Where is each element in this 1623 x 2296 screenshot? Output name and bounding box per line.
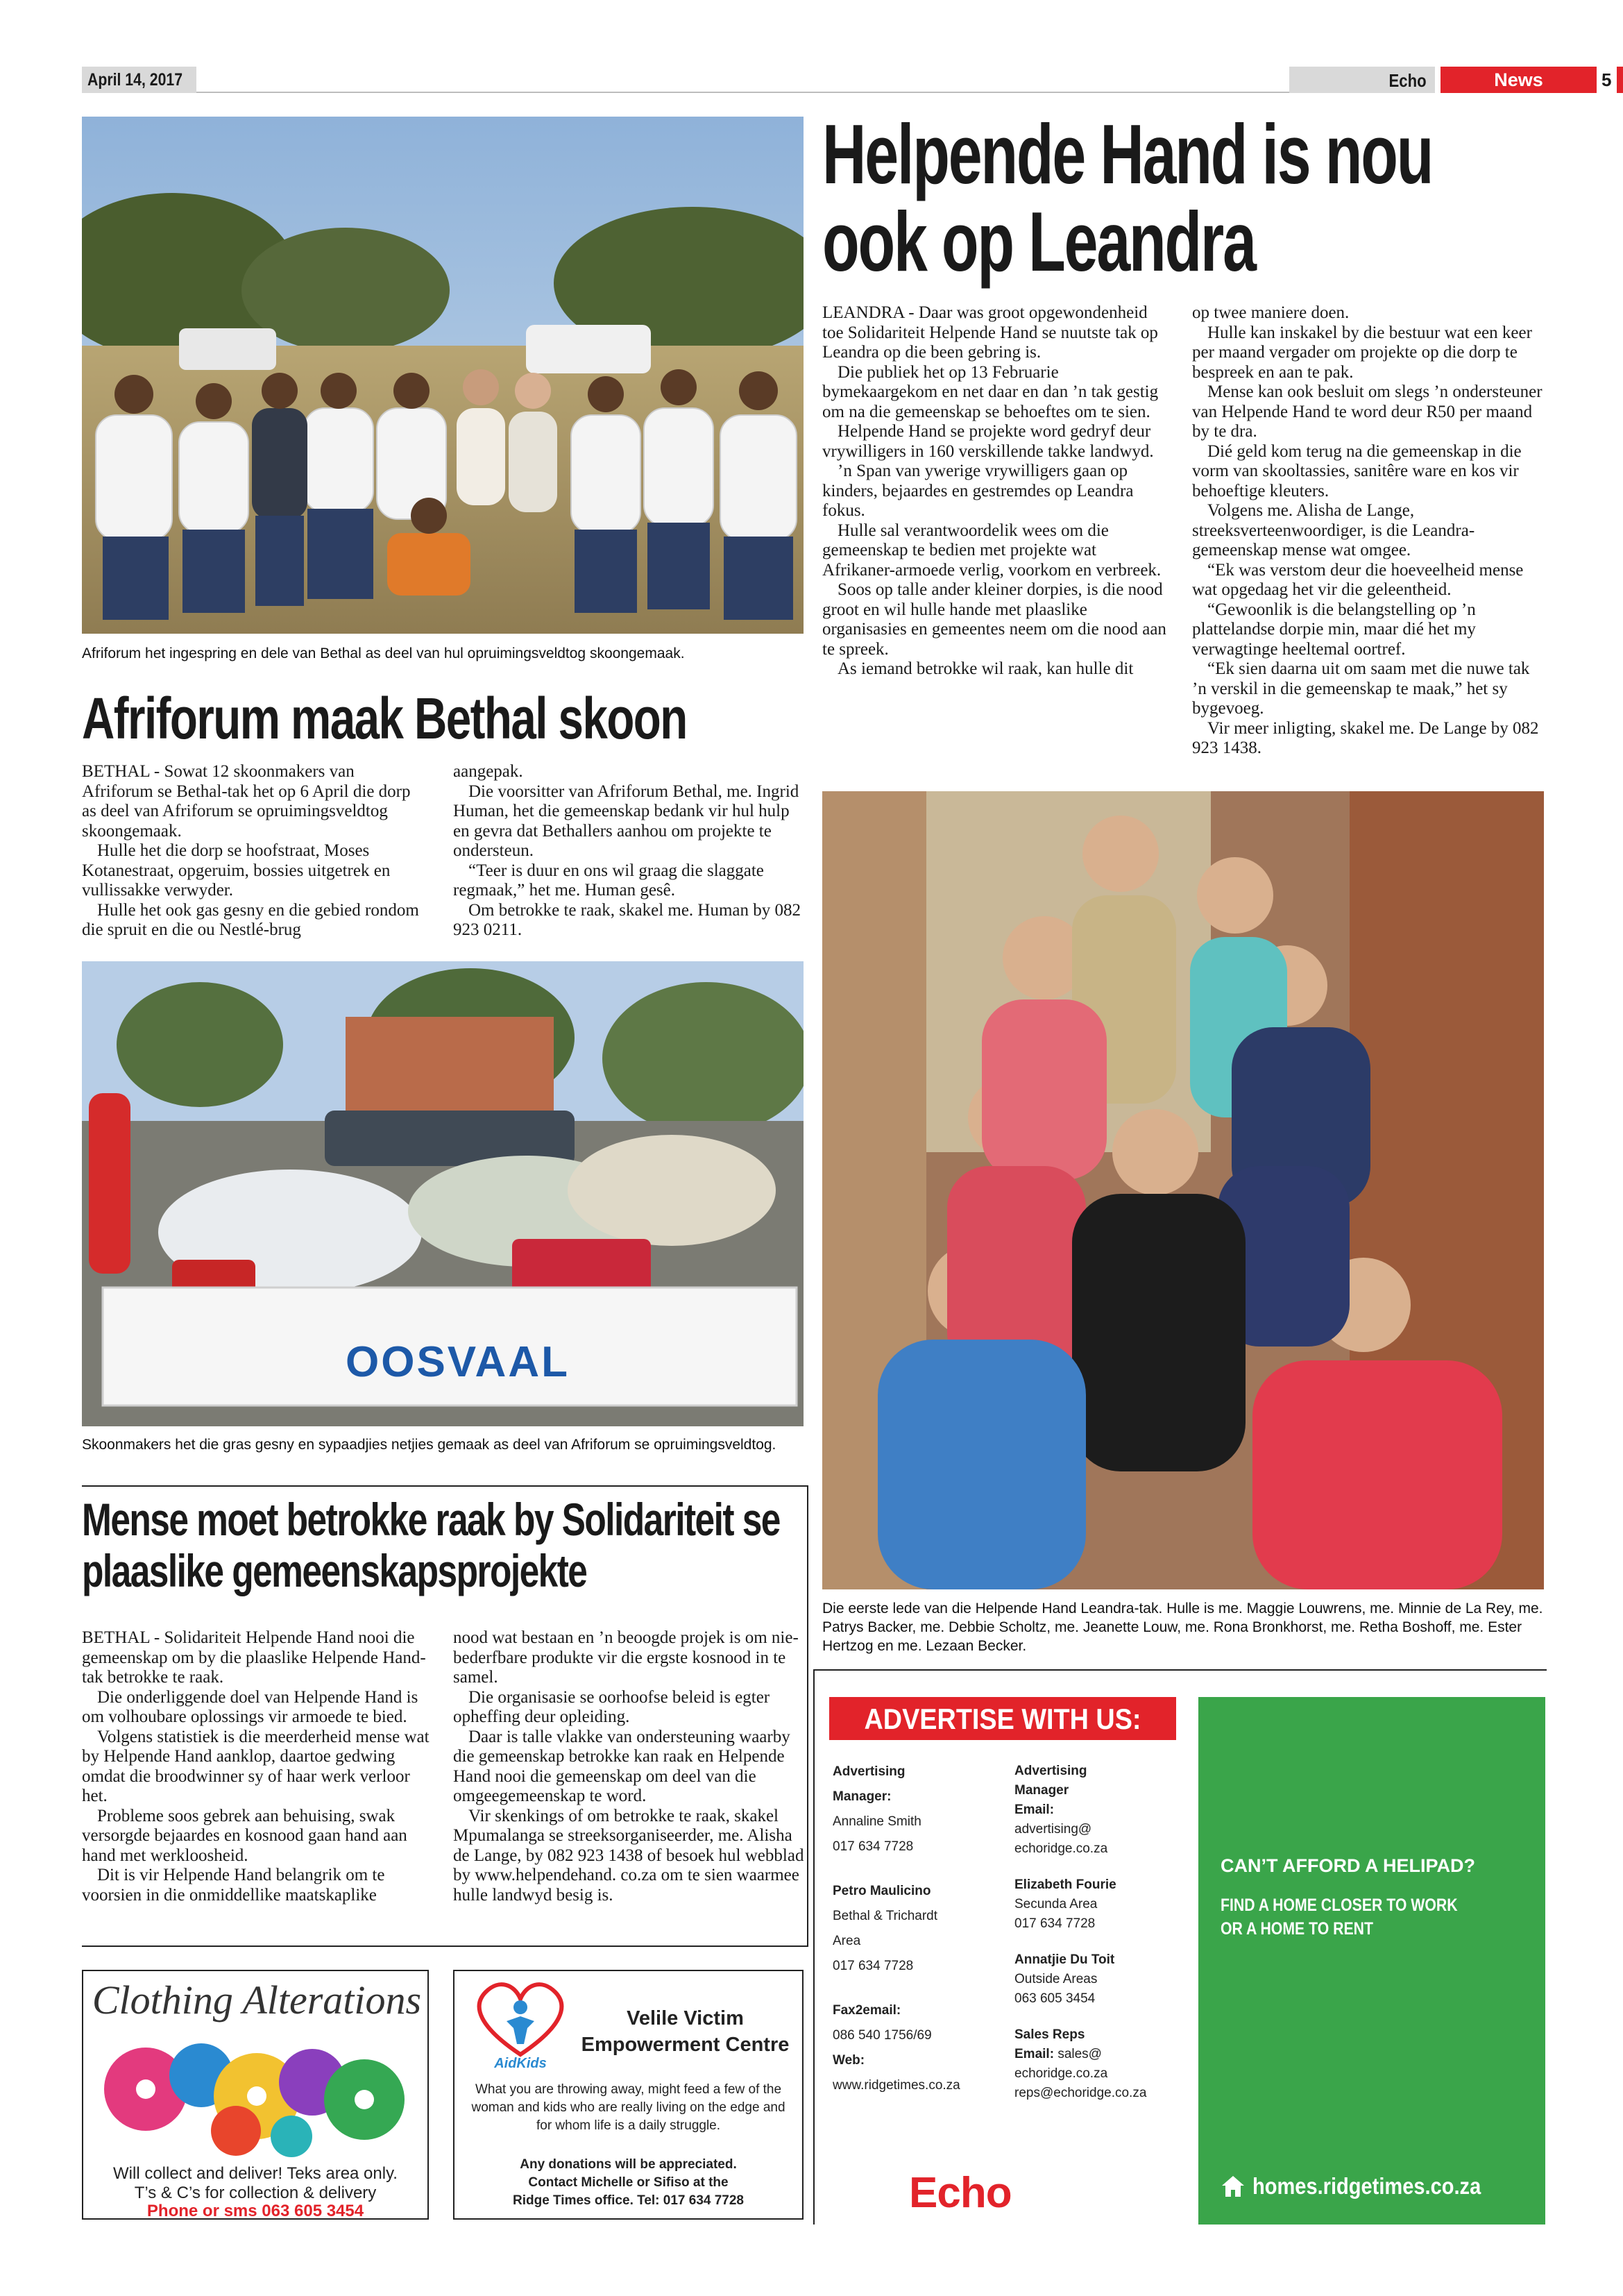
article3-col1-p7: As iemand betrokke wil raak, kan hulle dit	[838, 659, 1134, 678]
velile-cta-2: Contact Michelle or Sifiso at the	[528, 2175, 729, 2190]
adv-right-r7: Secunda Area	[1014, 1897, 1098, 1911]
article3-col2	[1192, 303, 1545, 759]
headline-solidariteit-line2: plaaslike gemeenskapsprojekte	[82, 1545, 587, 1596]
article2-col2-p3: Daar is talle vlakke van ondersteuning waarby die gemeenskap betrokke kan raak en Helpende Hand nooi die gemeenskap om deel van die omgeegemeenskap te word.	[453, 1727, 790, 1805]
divider-advertise-left	[813, 1669, 815, 2225]
adv-right-r1: Advertising	[1014, 1764, 1087, 1778]
homes-line1: FIND A HOME CLOSER TO WORK	[1221, 1896, 1458, 1915]
article2-col1-p1: BETHAL - Solidariteit Helpende Hand nooi die gemeenskap om by die plaaslike Helpende Hand-tak betrokke te raak.	[82, 1628, 426, 1687]
article2-col1-p5: Dit is vir Helpende Hand belangrik om te voorsien in die onmiddellike maatskaplike	[82, 1866, 385, 1905]
section-label: News	[1494, 69, 1543, 90]
adv-right-r4[interactable]: advertising@	[1014, 1822, 1092, 1837]
page-number: 5	[1601, 69, 1612, 90]
article3-col2-p9: Vir meer inligting, skakel me. De Lange by 082 923 1438.	[1192, 718, 1539, 757]
ad-velile[interactable]	[453, 1970, 804, 2220]
adv-left-l5: Petro Maulicino	[833, 1884, 931, 1898]
velile-cta-3[interactable]: Ridge Times office. Tel: 017 634 7728	[512, 2193, 744, 2208]
article3-col2-p6: “Ek was verstom deur die hoeveelheid mense wat opgedaag het vir die geleentheid.	[1192, 560, 1524, 599]
headline-leandra-line1: Helpende Hand is nou	[822, 107, 1433, 201]
header-paper-box	[1289, 67, 1435, 93]
caption-truck: Skoonmakers het die gras gesny en sypaadjies netjies gemaak as deel van Afriforum se opruimingsveldtog.	[82, 1437, 776, 1453]
adv-right-r12: Sales Reps	[1014, 2027, 1085, 2042]
photo-truck-art	[82, 961, 804, 1426]
ad-clothing-alterations[interactable]	[82, 1970, 429, 2220]
adv-right-r5[interactable]: echoridge.co.za	[1014, 1841, 1108, 1856]
homes-url[interactable]: homes.ridgetimes.co.za	[1252, 2173, 1481, 2199]
photo-afriforum-group	[82, 117, 804, 634]
velile-cta-1: Any donations will be appreciated.	[520, 2157, 737, 2172]
article1-col2	[453, 762, 807, 940]
adv-right-r14[interactable]: echoridge.co.za	[1014, 2066, 1108, 2081]
velile-title-1: Velile Victim	[627, 2007, 744, 2029]
section-tab	[1441, 67, 1597, 93]
article2-col1-p2: Die onderliggende doel van Helpende Hand is om volhoubare oplossings vir armoede te bied.	[82, 1687, 418, 1726]
article3-col1-p2: Die publiek het op 13 Februarie bymekaargekom en net daar en dan ’n tak gestig om na die gemeenskap se behoeftes om te sien.	[822, 362, 1159, 421]
echo-logo-text: Echo	[909, 2169, 1012, 2217]
velile-body: What you are throwing away, might feed a few of the woman and kids who are really living on the edge and for whom life is a daily struggle.	[471, 2082, 785, 2133]
advertise-left-col	[833, 1759, 999, 2098]
article2-col2	[453, 1628, 807, 1905]
headline-solidariteit-line1: Mense moet betrokke raak by Solidariteit se	[82, 1494, 780, 1545]
adv-right-r3: Email:	[1014, 1803, 1055, 1817]
article3-col2-p2: Hulle kan inskakel by die bestuur wat een keer per maand vergader om projekte op die dorp te bespreek en aan te pak.	[1192, 323, 1532, 382]
article3-col2-p4: Dié geld kom terug na die gemeenskap in die vorm van skooltassies, sanitêre ware en kos vir behoeftige kleuters.	[1192, 441, 1522, 500]
echo-logo	[909, 2169, 1089, 2218]
header-date-box	[82, 67, 196, 93]
caption-afriforum-group: Afriforum het ingespring en dele van Bethal as deel van hul opruimingsveldtog skoongemaak.	[82, 645, 685, 661]
adv-right-r11[interactable]: 063 605 3454	[1014, 1991, 1096, 2006]
alterations-phone[interactable]: Phone or sms 063 605 3454	[146, 2202, 364, 2220]
ad-homes[interactable]	[1198, 1697, 1545, 2225]
article2-col2-p1: nood wat bestaan en ’n beoogde projek is om nie-bederfbare produkte vir die ergste kosnood in te samel.	[453, 1628, 799, 1687]
article2-col1-p3: Volgens statistiek is die meerderheid mense wat by Helpende Hand aanklop, daartoe gedwing omdat die broodwinner sy of haar werk verloor het.	[82, 1727, 430, 1805]
advertise-banner-label: ADVERTISE WITH US:	[864, 1703, 1141, 1735]
caption-leandra-group: Die eerste lede van die Helpende Hand Leandra-tak. Hulle is me. Maggie Louwrens, me. Minnie de La Rey, me. Patrys Backer, me. Debbie Scholtz, me. Jeanette Louw, me. Rona Bronkhorst, me. Retha Boshoff, me. Ester Hertzog en me. Lezaan Becker.	[822, 1601, 1543, 1654]
photo-afriforum-group-art	[82, 117, 804, 634]
article3-col1-p4: ’n Span van ywerige vrywilligers gaan op kinders, bejaardes en gestremdes op Leandra fokus.	[822, 462, 1134, 520]
article1-col2-p1: aangepak.	[453, 762, 523, 781]
article3-col1-p3: Helpende Hand se projekte word gedryf deur vrywilligers in 160 verskillende takke landwyd.	[822, 422, 1154, 461]
adv-left-l3: Annaline Smith	[833, 1814, 921, 1829]
article2-col2-p2: Die organisasie se oorhoofse beleid is egter opheffing deur opleiding.	[453, 1687, 770, 1726]
adv-right-r13-row	[1014, 2045, 1188, 2064]
headline-afriforum: Afriforum maak Bethal skoon	[82, 686, 687, 751]
adv-left-l2: Manager:	[833, 1789, 892, 1804]
article3-col1-p1: LEANDRA - Daar was groot opgewondenheid toe Solidariteit Helpende Hand se nuutste tak op Leandra op die been gebring is.	[822, 303, 1158, 362]
article3-col1-p6: Soos op talle ander kleiner dorpies, is die nood groot en wil hulle hande met plaaslike organisasies en gemeentes neem om die nood aan te spreek.	[822, 580, 1166, 659]
advertise-right-col	[1014, 1762, 1188, 2103]
adv-left-l11: Web:	[833, 2053, 865, 2068]
article1-col1	[82, 762, 429, 940]
headline-leandra-line2: ook op Leandra	[822, 194, 1255, 289]
adv-left-l12[interactable]: www.ridgetimes.co.za	[833, 2078, 960, 2093]
homes-line2: OR A HOME TO RENT	[1221, 1919, 1373, 1939]
velile-title-2: Empowerment Centre	[581, 2034, 790, 2056]
article3-col2-p1: op twee maniere doen.	[1192, 303, 1350, 322]
adv-left-l6: Bethal & Trichardt	[833, 1909, 938, 1923]
adv-left-l9: Fax2email:	[833, 2003, 901, 2018]
adv-right-r10: Outside Areas	[1014, 1972, 1098, 1986]
adv-right-r8[interactable]: 017 634 7728	[1014, 1916, 1096, 1931]
page-marker	[1617, 67, 1623, 93]
article2-col1	[82, 1628, 432, 1905]
home-icon	[1221, 2175, 1246, 2198]
divider-article2	[82, 1485, 807, 1487]
adv-left-l8[interactable]: 017 634 7728	[833, 1959, 914, 1973]
alterations-line2: T’s & C’s for collection & delivery	[134, 2184, 377, 2202]
paper-name: Echo	[1388, 70, 1427, 91]
divider-article2-bottom	[82, 1945, 807, 1947]
article1-col1-p3: Hulle het ook gas gesny en die gebied rondom die spruit en die ou Nestlé-brug	[82, 900, 419, 939]
article2-col2-p4: Vir skenkings of om betrokke te raak, skakel Mpumalanga se streeksorganiseerder, me. Alisha de Lange, by 082 923 1438 of besoek hul webblad by www.helpendehand. co.za om te sien waarmee hulle landwyd besig is.	[453, 1806, 804, 1905]
photo-leandra-group	[822, 791, 1544, 1589]
truck-text: OOSVAAL	[346, 1338, 570, 1386]
aidkids-logo-icon	[472, 1978, 569, 2061]
adv-left-l4[interactable]: 017 634 7728	[833, 1839, 914, 1854]
article1-col1-p2: Hulle het die dorp se hoofstraat, Moses Kotanestraat, opgeruim, bossies uitgetrek en vullissakke verwyder.	[82, 841, 391, 900]
adv-right-r6: Elizabeth Fourie	[1014, 1877, 1116, 1892]
issue-date: April 14, 2017	[87, 70, 183, 90]
alterations-title: Clothing Alterations	[92, 1977, 422, 2023]
adv-right-r9: Annatjie Du Toit	[1014, 1952, 1115, 1967]
photo-leandra-group-art	[822, 791, 1544, 1589]
article2-col1-p4: Probleme soos gebrek aan behuising, swak versorgde bejaardes en kosnood gaan hand aan hand met werkloosheid.	[82, 1806, 407, 1865]
article3-col1	[822, 303, 1169, 679]
article1-col2-p4: Om betrokke te raak, skakel me. Human by 082 923 0211.	[453, 900, 801, 939]
divider-article2-right	[807, 1485, 808, 1947]
homes-headline: CAN’T AFFORD A HELIPAD?	[1221, 1855, 1475, 1876]
adv-left-l1: Advertising	[833, 1764, 906, 1779]
article3-col2-p5: Volgens me. Alisha de Lange, streeksverteenwoordiger, is die Leandra-gemeenskap mense wat omgee.	[1192, 501, 1475, 559]
adv-right-r13b[interactable]: sales@	[1057, 2047, 1102, 2061]
adv-left-l7: Area	[833, 1934, 861, 1948]
article1-col2-p3: “Teer is duur en ons wil graag die slaggate regmaak,” het me. Human gesê.	[453, 861, 764, 900]
article3-col2-p7: “Gewoonlik is die belangstelling op ’n plattelandse dorpie min, maar dié het my verwagtinge heeltemal oortref.	[1192, 600, 1476, 659]
header-bar	[82, 67, 1612, 93]
aidkids-logo-text: AidKids	[494, 2056, 547, 2071]
thread-spools-icon	[97, 2027, 416, 2159]
header-rule	[196, 92, 1383, 93]
advertise-banner	[829, 1697, 1176, 1740]
article1-col1-p1: BETHAL - Sowat 12 skoonmakers van Afriforum se Bethal-tak het op 6 April die dorp as deel van Afriforum se opruimingsveldtog skoongemaak.	[82, 762, 411, 841]
adv-right-r15[interactable]: reps@echoridge.co.za	[1014, 2086, 1147, 2100]
article3-col1-p5: Hulle sal verantwoordelik wees om die gemeenskap te bedien met projekte wat Afrikaner-armoede verlig, voorkom en verbreek.	[822, 521, 1162, 580]
divider-advertise-top	[813, 1669, 1547, 1671]
photo-truck	[82, 961, 804, 1426]
article3-col2-p3: Mense kan ook besluit om slegs ’n ondersteuner van Helpende Hand te word deur R50 per maand by te dra.	[1192, 382, 1543, 441]
article3-col2-p8: “Ek sien daarna uit om saam met die nuwe tak ’n verskil in die gemeenskap te maak,” het sy bygevoeg.	[1192, 659, 1530, 718]
adv-right-r2: Manager	[1014, 1783, 1069, 1798]
article1-col2-p2: Die voorsitter van Afriforum Bethal, me. Ingrid Human, het die gemeenskap bedank vir hul hulp en gevra dat Bethallers aanhou om projekte te ondersteun.	[453, 782, 799, 860]
alterations-line1: Will collect and deliver! Teks area only.	[113, 2164, 398, 2183]
adv-right-r13: Email:	[1014, 2047, 1055, 2061]
adv-left-l10[interactable]: 086 540 1756/69	[833, 2028, 932, 2043]
